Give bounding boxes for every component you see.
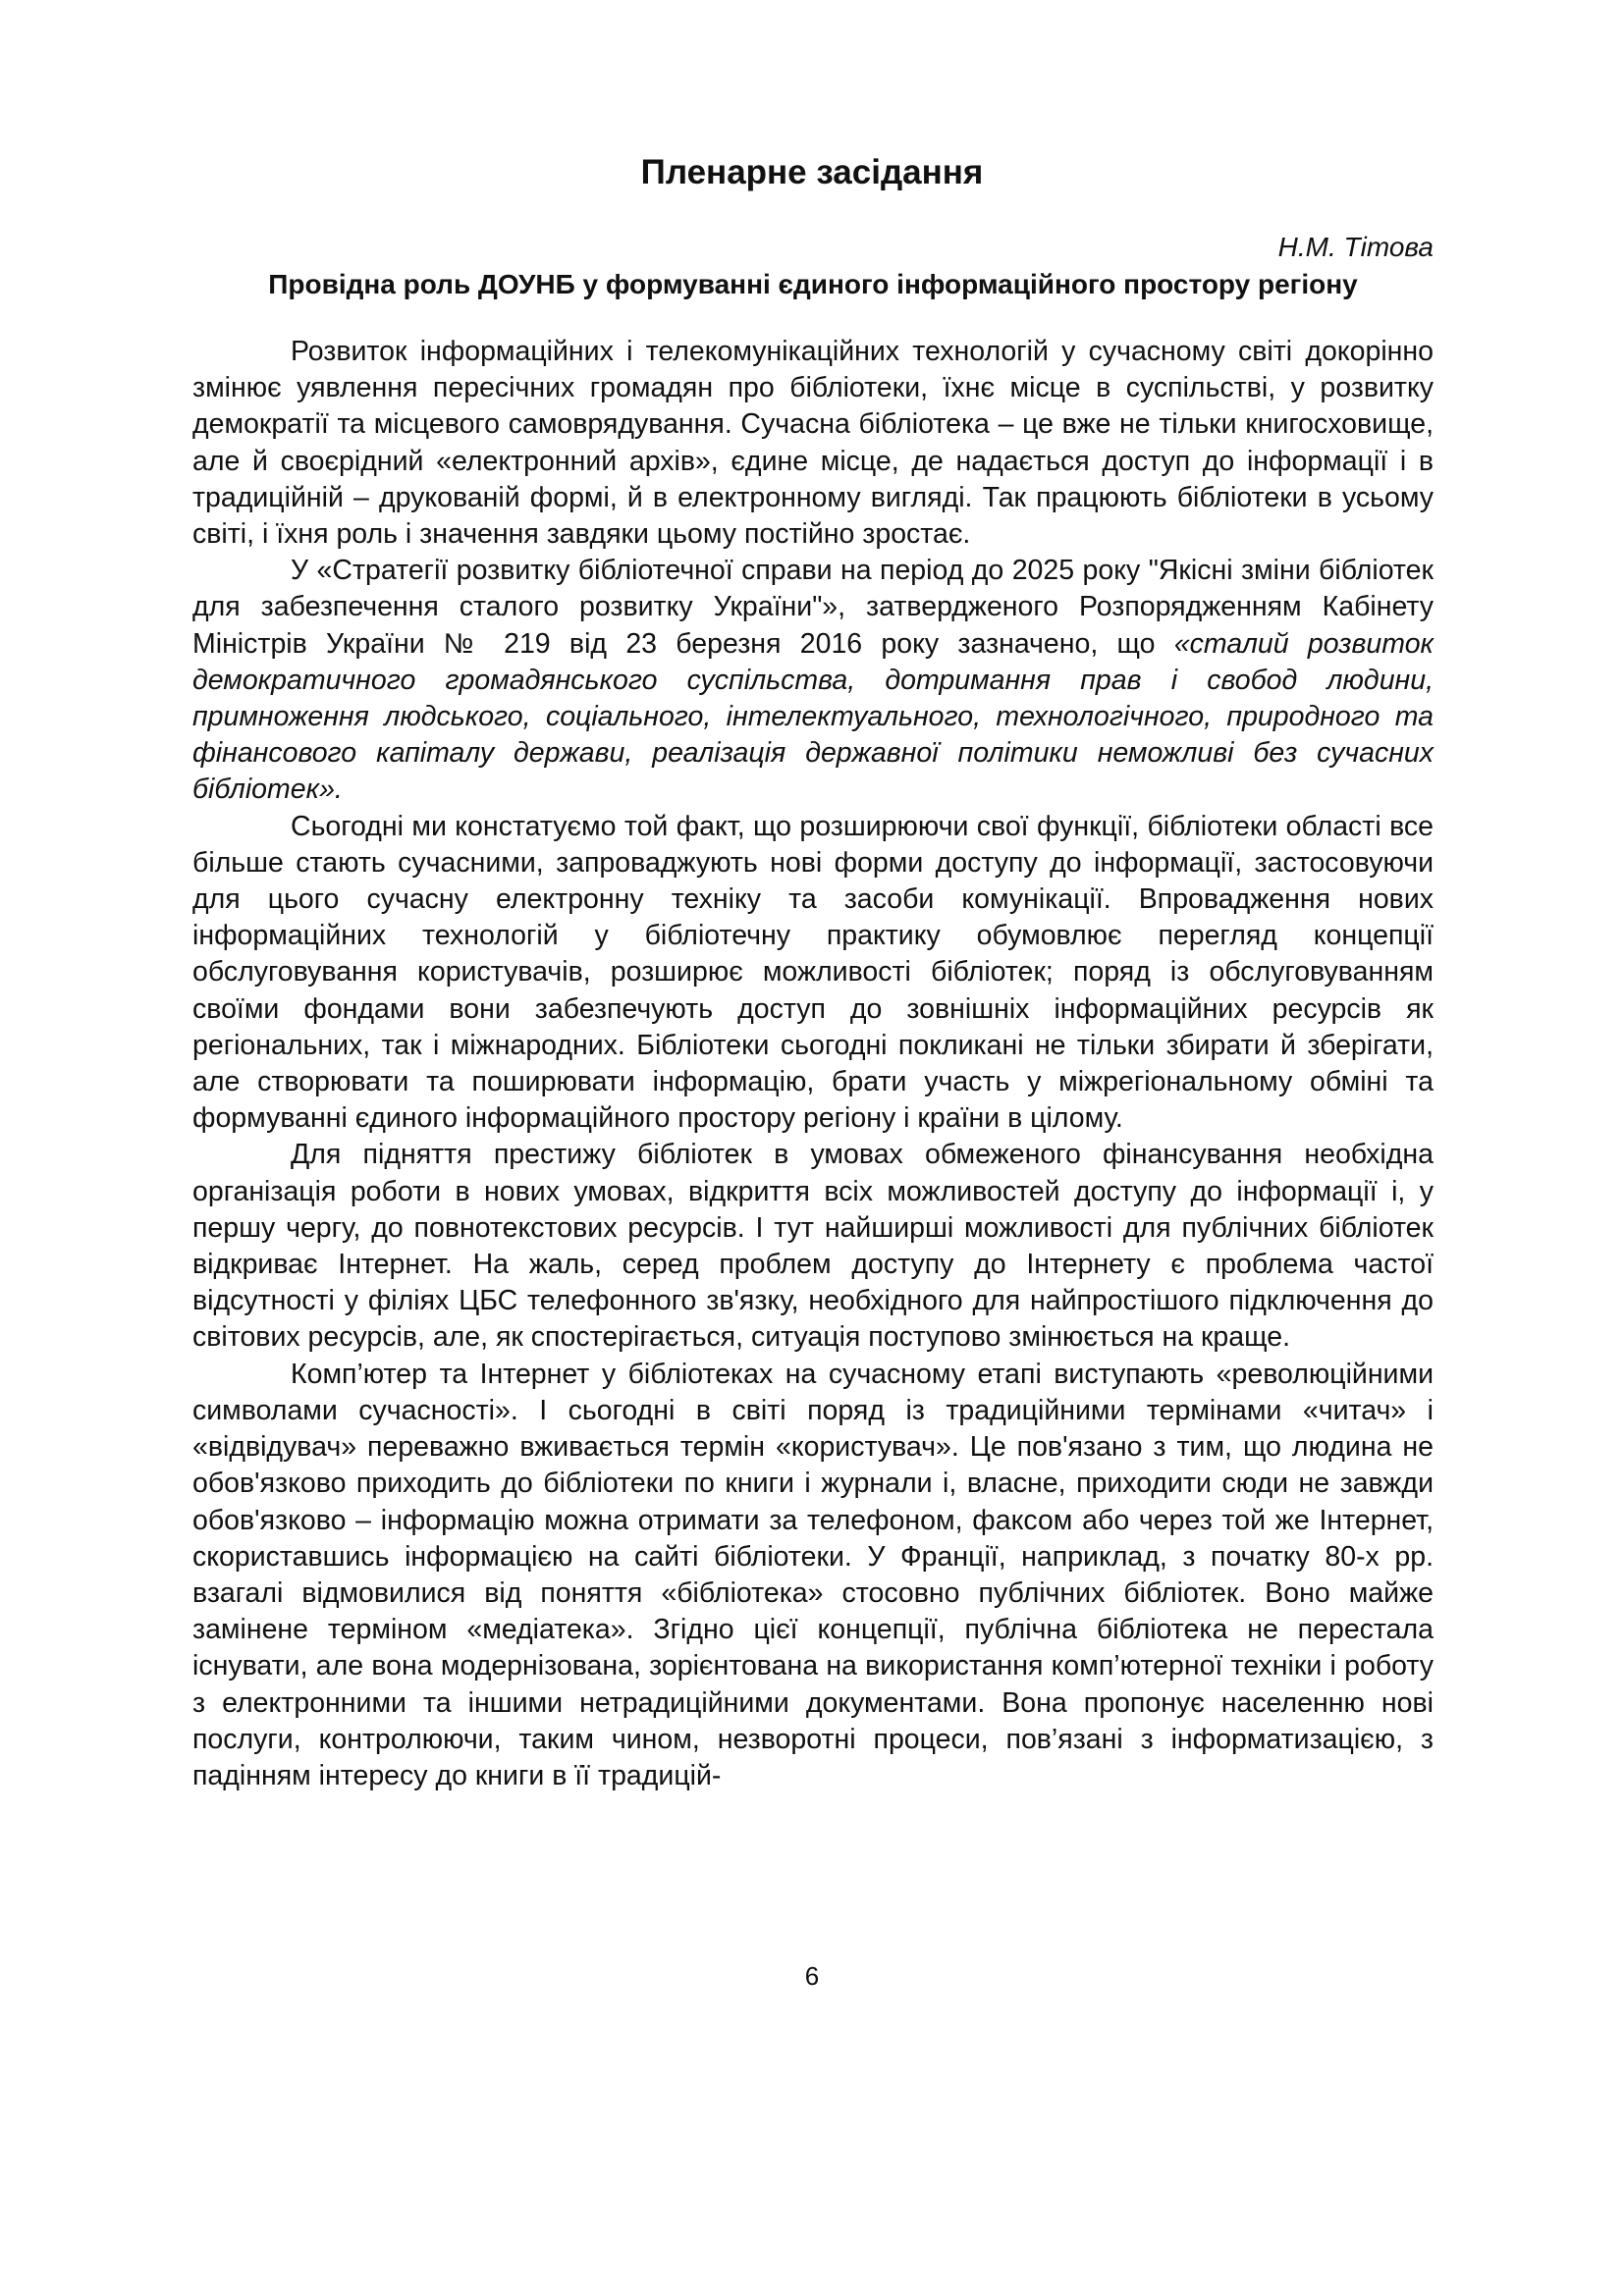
paragraph-5: [192, 1357, 1434, 1794]
section-title: Пленарне засідання: [640, 153, 984, 191]
author-name: Н.М. Тітова: [1277, 232, 1434, 262]
paragraph-text: Для підняття престижу бібліотек в умовах обмеженого фінансування необхідна організація роботи в нових умовах, відкриття всіх можливостей доступу до інформації і, у першу чергу, до повнотекстових ресурсів. І тут найширші можливості для публічних бібліотек відкриває Інтернет. На жаль, серед проблем доступу до Інтернету є проблема частої відсутності у філіях ЦБС телефонного зв'язку, необхідного для найпростішого підключення до світових ресурсів, але, як спостерігається, ситуація поступово змінюється на краще.: [192, 1139, 1434, 1354]
page-number: 6: [804, 1961, 820, 1991]
paragraph-text: Сьогодні ми констатуємо той факт, що розширюючи свої функції, бібліотеки області все більше стають сучасними, запроваджують нові форми доступу до інформації, застосовуючи для цього сучасну електронну техніку та засоби комунікації. Впровадження нових інформаційних технологій у бібліотечну практику обумовлює перегляд концепції обслуговування користувачів, розширює можливості бібліотек; поряд із обслуговуванням своїми фондами вони забезпечують доступ до зовнішніх інформаційних ресурсів як регіональних, так і міжнародних. Бібліотеки сьогодні покликані не тільки збирати й зберігати, але створювати та поширювати інформацію, брати участь у міжрегіональному обміні та формуванні єдиного інформаційного простору регіону і країни в цілому.: [192, 810, 1434, 1135]
paragraph-text: Комп’ютер та Інтернет у бібліотеках на сучасному етапі виступають «революційними символами сучасності». І сьогодні в світі поряд із традиційними термінами «читач» і «відвідувач» переважно вживається термін «користувач». Це пов'язано з тим, що людина не обов'язково приходить до бібліотеки по книги і журнали і, власне, приходити сюди не завжди обов'язково – інформацію можна отримати за телефоном, факсом або через той же Інтернет, скориставшись інформацією на сайті бібліотеки. У Франції, наприклад, з початку 80-х рр. взагалі відмовилися від поняття «бібліотека» стосовно публічних бібліотек. Воно майже замінене терміном «медіатека». Згідно цієї концепції, публічна бібліотека не перестала існувати, але вона модернізована, зорієнтована на використання комп’ютерної техніки і роботу з електронними та іншими нетрадиційними документами. Вона пропонує населенню нові послуги, контролюючи, таким чином, незворотні процеси, пов’язані з інформатизацією, з падінням інтересу до книги в її традицій-: [192, 1358, 1434, 1791]
strategy-quote: «сталий розвиток демократичного громадянського суспільства, дотримання прав і свобод людини, примноження людського, соціального, інтелектуального, технологічного, природного та фінансового капіталу держави, реалізація державної політики неможливі без сучасних бібліотек».: [192, 627, 1434, 806]
article-title: Провідна роль ДОУНБ у формуванні єдиного інформаційного простору регіону: [268, 269, 1358, 299]
article-body: [192, 334, 1434, 1794]
paragraph-3: [192, 809, 1434, 1138]
paragraph-2: [192, 553, 1434, 808]
paragraph-text: У «Стратегії розвитку бібліотечної справи на період до 2025 року "Якісні зміни бібліотек для забезпечення сталого розвитку України"», затвердженого Розпорядженням Кабінету Міністрів України № 219 від 23 березня 2016 року зазначено, що: [192, 555, 1434, 660]
paragraph-text: Розвиток інформаційних і телекомунікаційних технологій у сучасному світі докорінно змінює уявлення пересічних громадян про бібліотеки, їхнє місце в суспільстві, у розвитку демократії та місцевого самоврядування. Сучасна бібліотека – це вже не тільки книгосховище, але й своєрідний «електронний архів», єдине місце, де надається доступ до інформації і в традиційній – друкованій формі, й в електронному вигляді. Так працюють бібліотеки в усьому світі, і їхня роль і значення завдяки цьому постійно зростає.: [192, 336, 1434, 551]
paragraph-4: [192, 1137, 1434, 1356]
paragraph-1: [192, 334, 1434, 553]
